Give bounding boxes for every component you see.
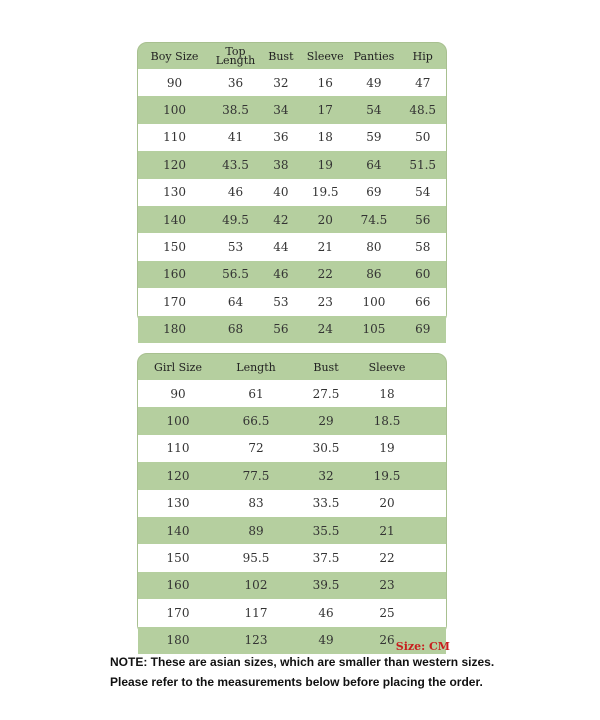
table-cell: 40 <box>260 179 302 206</box>
table-cell: 150 <box>138 233 211 260</box>
table-cell-spacer <box>416 462 446 489</box>
table-cell: 37.5 <box>294 544 358 571</box>
girl-size-table <box>138 354 446 654</box>
table-row <box>138 233 446 260</box>
table-cell: 38.5 <box>211 96 260 123</box>
table-cell: 32 <box>294 462 358 489</box>
table-row <box>138 517 446 544</box>
table-cell: 86 <box>348 261 399 288</box>
table-row <box>138 407 446 434</box>
table-cell-spacer <box>416 544 446 571</box>
table-cell: 23 <box>358 572 416 599</box>
table-cell: 26 <box>358 627 416 654</box>
table-cell: 120 <box>138 151 211 178</box>
table-cell: 42 <box>260 206 302 233</box>
table-cell: 38 <box>260 151 302 178</box>
table-cell-spacer <box>416 517 446 544</box>
table-cell: 46 <box>294 599 358 626</box>
table-cell: 74.5 <box>348 206 399 233</box>
table-cell: 130 <box>138 179 211 206</box>
table-cell: 16 <box>302 69 349 96</box>
table-cell: 19.5 <box>358 462 416 489</box>
table-cell: 140 <box>138 206 211 233</box>
table-cell: 49.5 <box>211 206 260 233</box>
table-row <box>138 435 446 462</box>
table-cell: 54 <box>348 96 399 123</box>
table-cell: 90 <box>138 380 218 407</box>
table-cell: 43.5 <box>211 151 260 178</box>
table-cell: 50 <box>399 124 446 151</box>
table-cell: 56 <box>399 206 446 233</box>
table-cell: 100 <box>138 407 218 434</box>
table-row <box>138 179 446 206</box>
table-cell: 49 <box>348 69 399 96</box>
table-cell: 30.5 <box>294 435 358 462</box>
size-unit-label: Size: CM <box>395 640 450 653</box>
header-bust: Bust <box>313 360 339 374</box>
table-cell: 120 <box>138 462 218 489</box>
table-cell: 64 <box>348 151 399 178</box>
table-cell: 39.5 <box>294 572 358 599</box>
table-cell: 105 <box>348 316 399 343</box>
table-cell: 59 <box>348 124 399 151</box>
table-cell: 36 <box>260 124 302 151</box>
table-cell: 29 <box>294 407 358 434</box>
table-cell: 18 <box>358 380 416 407</box>
table-cell: 46 <box>260 261 302 288</box>
table-cell: 130 <box>138 490 218 517</box>
note-line-1: NOTE: These are asian sizes, which are smaller than western sizes. <box>110 655 495 669</box>
table-cell: 54 <box>399 179 446 206</box>
boy-size-table <box>138 43 446 343</box>
table-cell: 17 <box>302 96 349 123</box>
table-cell: 180 <box>138 627 218 654</box>
table-cell: 95.5 <box>218 544 294 571</box>
table-cell: 19 <box>302 151 349 178</box>
table-cell: 51.5 <box>399 151 446 178</box>
header-spacer <box>416 354 446 380</box>
header-boy-size: Boy Size <box>150 49 199 63</box>
table-row <box>138 288 446 315</box>
table-cell: 170 <box>138 599 218 626</box>
table-row <box>138 206 446 233</box>
table-cell: 60 <box>399 261 446 288</box>
header-hip: Hip <box>412 49 433 63</box>
table-cell: 160 <box>138 261 211 288</box>
note-line-2: Please refer to the measurements below before placing the order. <box>110 675 483 689</box>
table-cell: 53 <box>211 233 260 260</box>
table-cell: 33.5 <box>294 490 358 517</box>
table-cell: 47 <box>399 69 446 96</box>
table-cell: 27.5 <box>294 380 358 407</box>
table-cell: 117 <box>218 599 294 626</box>
table-cell: 18 <box>302 124 349 151</box>
table-cell: 66.5 <box>218 407 294 434</box>
table-cell: 34 <box>260 96 302 123</box>
table-cell: 102 <box>218 572 294 599</box>
table-cell: 24 <box>302 316 349 343</box>
table-row <box>138 69 446 96</box>
table-cell: 46 <box>211 179 260 206</box>
table-cell: 23 <box>302 288 349 315</box>
table-row <box>138 151 446 178</box>
table-cell-spacer <box>416 572 446 599</box>
table-cell: 32 <box>260 69 302 96</box>
table-cell: 72 <box>218 435 294 462</box>
table-cell: 69 <box>348 179 399 206</box>
boy-header-row <box>138 43 446 69</box>
table-cell: 22 <box>302 261 349 288</box>
table-cell: 123 <box>218 627 294 654</box>
table-row <box>138 572 446 599</box>
table-cell: 64 <box>211 288 260 315</box>
table-cell-spacer <box>416 407 446 434</box>
table-row <box>138 544 446 571</box>
table-cell: 49 <box>294 627 358 654</box>
table-cell: 61 <box>218 380 294 407</box>
table-cell: 140 <box>138 517 218 544</box>
header-top-length-label: Top Length <box>215 45 256 67</box>
table-cell: 20 <box>358 490 416 517</box>
table-cell: 21 <box>358 517 416 544</box>
header-panties: Panties <box>353 49 395 63</box>
table-cell-spacer <box>416 490 446 517</box>
table-row <box>138 96 446 123</box>
table-cell: 150 <box>138 544 218 571</box>
table-cell: 100 <box>138 96 211 123</box>
table-cell-spacer <box>416 599 446 626</box>
table-cell: 19.5 <box>302 179 349 206</box>
table-row <box>138 490 446 517</box>
table-cell: 56 <box>260 316 302 343</box>
table-cell: 110 <box>138 435 218 462</box>
table-cell: 18.5 <box>358 407 416 434</box>
table-cell: 41 <box>211 124 260 151</box>
table-cell: 90 <box>138 69 211 96</box>
header-length: Length <box>236 360 276 374</box>
table-cell: 68 <box>211 316 260 343</box>
table-cell: 160 <box>138 572 218 599</box>
table-row <box>138 462 446 489</box>
table-cell: 44 <box>260 233 302 260</box>
table-cell: 35.5 <box>294 517 358 544</box>
table-row <box>138 380 446 407</box>
table-cell: 21 <box>302 233 349 260</box>
table-cell: 48.5 <box>399 96 446 123</box>
table-cell: 110 <box>138 124 211 151</box>
table-cell: 53 <box>260 288 302 315</box>
table-row <box>138 316 446 343</box>
table-cell: 56.5 <box>211 261 260 288</box>
header-sleeve: Sleeve <box>368 360 406 374</box>
header-bust: Bust <box>268 49 294 63</box>
table-row <box>138 261 446 288</box>
table-cell-spacer <box>416 380 446 407</box>
table-cell: 77.5 <box>218 462 294 489</box>
table-cell: 19 <box>358 435 416 462</box>
header-girl-size: Girl Size <box>154 360 202 374</box>
header-top-length <box>211 43 260 69</box>
table-cell: 89 <box>218 517 294 544</box>
table-cell: 100 <box>348 288 399 315</box>
table-cell: 20 <box>302 206 349 233</box>
table-cell: 83 <box>218 490 294 517</box>
header-sleeve: Sleeve <box>306 49 344 63</box>
table-cell: 66 <box>399 288 446 315</box>
boy-size-chart <box>137 42 447 337</box>
table-cell: 22 <box>358 544 416 571</box>
table-cell: 80 <box>348 233 399 260</box>
table-cell-spacer <box>416 435 446 462</box>
table-row <box>138 599 446 626</box>
table-cell: 58 <box>399 233 446 260</box>
table-cell: 170 <box>138 288 211 315</box>
table-cell: 69 <box>399 316 446 343</box>
girl-header-row <box>138 354 446 380</box>
table-cell: 180 <box>138 316 211 343</box>
table-cell: 36 <box>211 69 260 96</box>
table-row <box>138 124 446 151</box>
table-cell: 25 <box>358 599 416 626</box>
